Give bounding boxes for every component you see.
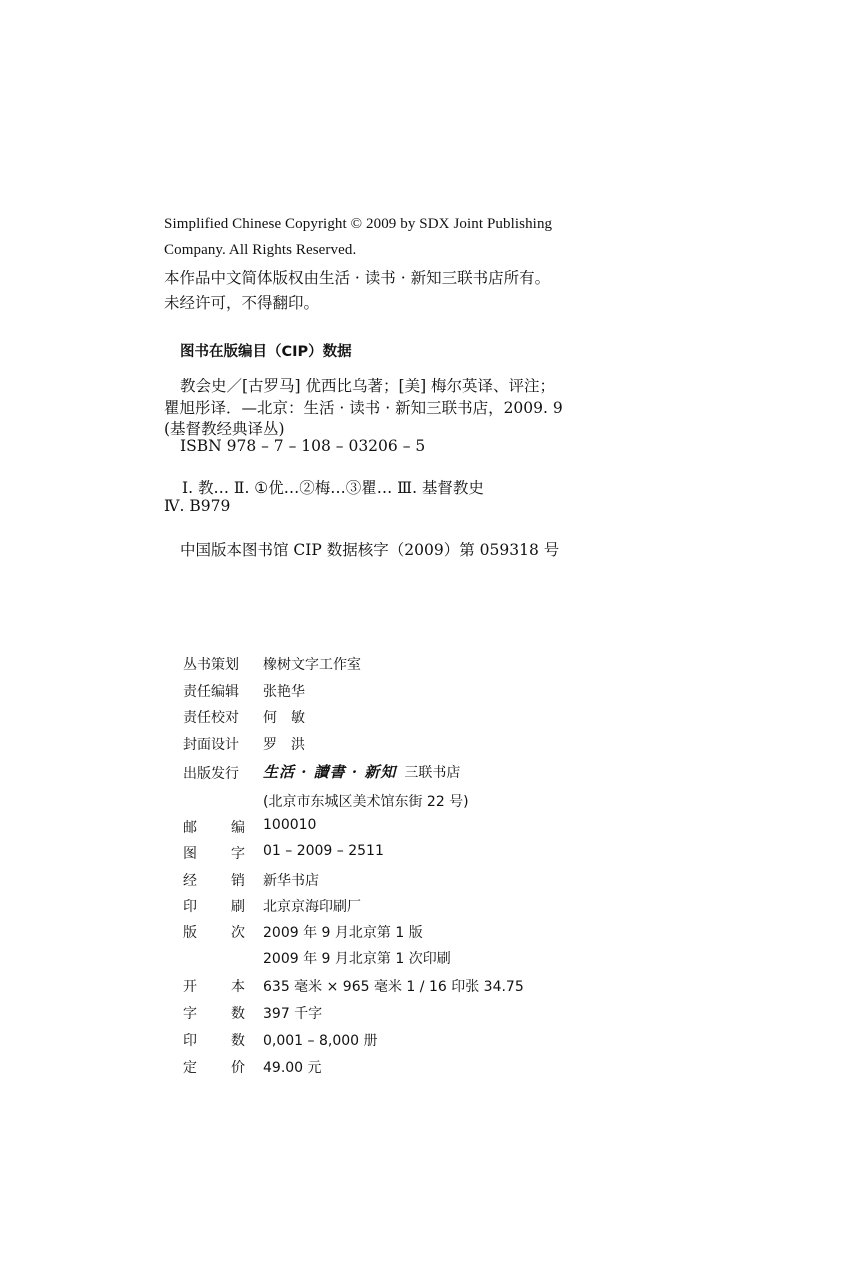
copyright-line-3: 本作品中文简体版权由生活 · 读书 · 新知三联书店所有。 [164,269,551,287]
printing-value: 2009 年 9 月北京第 1 次印刷 [263,951,451,967]
cip-line-3: (基督教经典译丛) [164,420,285,438]
format-label: 开 本 [183,979,245,995]
publisher-name: 三联书店 [404,765,461,781]
proof-label: 责任校对 [183,710,239,726]
printer-value: 北京京海印刷厂 [263,899,361,915]
publisher-address: (北京市东城区美术馆东街 22 号) [263,794,469,810]
map-label: 图 字 [183,846,245,862]
cip-classification-2: Ⅳ. B979 [164,497,231,515]
cip-record-number: 中国版本图书馆 CIP 数据核字（2009）第 059318 号 [180,541,560,559]
planning-label: 丛书策划 [183,657,239,673]
editor-value: 张艳华 [263,684,305,700]
cip-heading: 图书在版编目（CIP）数据 [180,344,352,360]
copyright-line-2: Company. All Rights Reserved. [164,242,357,258]
words-value: 397 千字 [263,1006,323,1022]
publisher-brand: 生活 · 讀書 · 新知 [263,763,397,781]
copies-value: 0,001 – 8,000 册 [263,1033,378,1049]
copyright-line-1: Simplified Chinese Copyright © 2009 by SDX Joint Publishing [164,216,553,232]
format-value: 635 毫米 × 965 毫米 1 / 16 印张 34.75 [263,979,524,995]
price-label: 定 价 [183,1060,245,1076]
printer-label: 印 刷 [183,899,245,915]
cover-label: 封面设计 [183,737,239,753]
publisher-value [263,761,460,782]
words-label: 字 数 [183,1006,245,1022]
map-value: 01 – 2009 – 2511 [263,843,384,859]
proof-value: 何 敏 [263,710,305,726]
publisher-label: 出版发行 [183,766,239,782]
edition-label: 版 次 [183,925,245,941]
cip-classification-1: Ⅰ. 教… Ⅱ. ①优…②梅…③瞿… Ⅲ. 基督教史 [182,479,484,497]
cover-value: 罗 洪 [263,737,305,753]
edition-value: 2009 年 9 月北京第 1 版 [263,925,423,941]
planning-value: 橡树文字工作室 [263,657,361,673]
distributor-label: 经 销 [183,873,245,889]
editor-label: 责任编辑 [183,684,239,700]
postcode-label: 邮 编 [183,820,245,836]
price-value: 49.00 元 [263,1060,322,1076]
copyright-line-4: 未经许可，不得翻印。 [164,294,320,312]
cip-line-2: 瞿旭彤译．—北京：生活 · 读书 · 新知三联书店，2009. 9 [164,399,563,417]
copies-label: 印 数 [183,1033,245,1049]
cip-line-1: 教会史／[古罗马] 优西比乌著；[美] 梅尔英译、评注； [180,377,556,395]
postcode-value: 100010 [263,817,317,833]
cip-isbn: ISBN 978 – 7 – 108 – 03206 – 5 [180,437,426,455]
distributor-value: 新华书店 [263,873,319,889]
